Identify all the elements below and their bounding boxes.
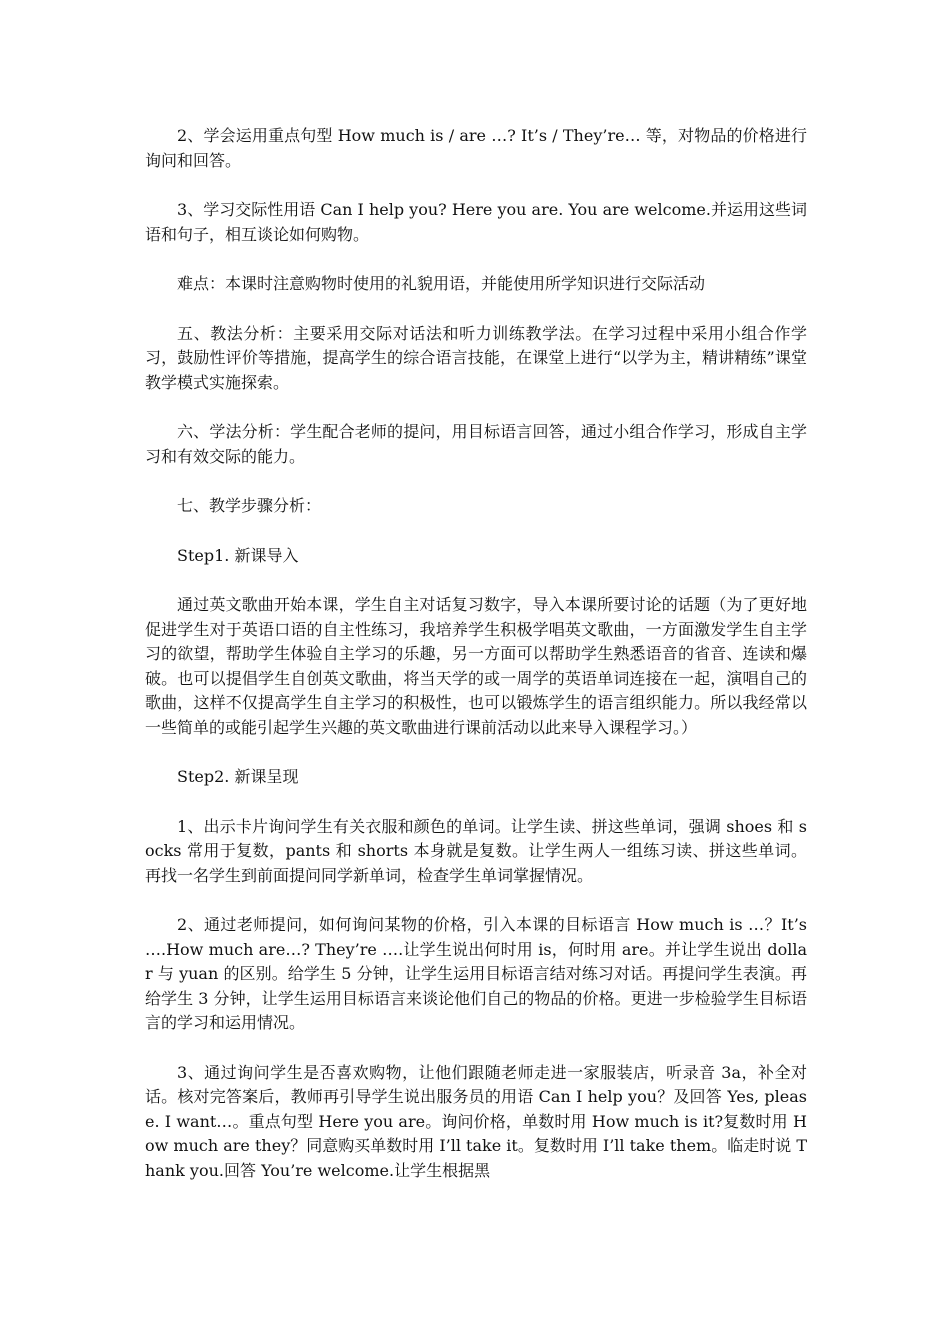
paragraph-difficulty: 难点：本课时注意购物时使用的礼貌用语，并能使用所学知识进行交际活动: [177, 274, 706, 293]
paragraph-step2-item-1: 1、出示卡片询问学生有关衣服和颜色的单词。让学生读、拼这些单词，强调 shoes 和 socks 常用于复数，pants 和 shorts 本身就是复数。让学生两人一组练习读、拼这些单词。再找一名学生到前面提问同学新单词，检查学生单词掌握情况。: [145, 816, 807, 885]
paragraph-step2-item-2: 2、通过老师提问，如何询问某物的价格，引入本课的目标语言 How much is …？It’s ….How much are…? They’re ….让学生说出何时用 is，何时用 are。并让学生说出 dollar 与 yuan 的区别。给学生 5 分钟，让学生运用目标语言结对练习对话。再提问学生表演。再给学生 3 分钟，让学生运用目标语言来谈论他们自己的物品的价格。更进一步检验学生目标语言的学习和运用情况。: [145, 915, 807, 1032]
paragraph-step1-heading: Step1. 新课导入: [177, 545, 299, 565]
paragraph-teaching-method: 五、教法分析：主要采用交际对话法和听力训练教学法。在学习过程中采用小组合作学习，鼓励性评价等措施，提高学生的综合语言技能，在课堂上进行“以学为主，精讲精练”课堂教学模式实施探索。: [145, 323, 807, 392]
document-body: [145, 124, 807, 1208]
paragraph-objective-2: 2、学会运用重点句型 How much is / are …? It’s / They’re… 等，对物品的价格进行询问和回答。: [145, 126, 807, 170]
paragraph-step2-item-3: 3、通过询问学生是否喜欢购物，让他们跟随老师走进一家服装店，听录音 3a，补全对话。核对完答案后，教师再引导学生说出服务员的用语 Can I help you？及回答 Yes, please. I want…。重点句型 Here you are。询问价格，单数时用 How much is it?复数时用 How much are they？同意购买单数时用 I’ll take it。复数时用 I’ll take them。临走时说 Thank you.回答 You’re welcome.让学生根据黑: [145, 1062, 807, 1180]
paragraph-teaching-steps-heading: 七、教学步骤分析：: [177, 496, 322, 515]
paragraph-step2-heading: Step2. 新课呈现: [177, 767, 299, 786]
paragraph-step1-body: 通过英文歌曲开始本课，学生自主对话复习数字，导入本课所要讨论的话题（为了更好地促进学生对于英语口语的自主性练习，我培养学生积极学唱英文歌曲，一方面激发学生自主学习的欲望，帮助学生体验自主学习的乐趣，另一方面可以帮助学生熟悉语音的省音、连读和爆破。也可以提倡学生自创英文歌曲，将当天学的或一周学的英语单词连接在一起，演唱自己的歌曲，这样不仅提高学生自主学习的积极性，也可以锻炼学生的语言组织能力。所以我经常以一些简单的或能引起学生兴趣的英文歌曲进行课前活动以此来导入课程学习。）: [145, 595, 807, 737]
paragraph-learning-method: 六、学法分析：学生配合老师的提问，用目标语言回答，通过小组合作学习，形成自主学习和有效交际的能力。: [145, 422, 807, 466]
paragraph-objective-3: 3、学习交际性用语 Can I help you? Here you are. You are welcome.并运用这些词语和句子，相互谈论如何购物。: [145, 200, 807, 244]
